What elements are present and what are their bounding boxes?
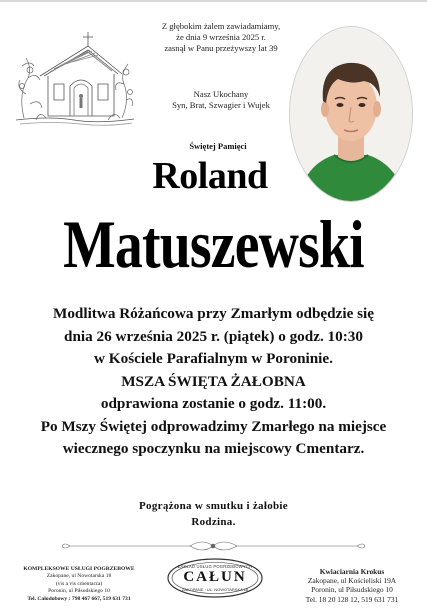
intro-text (146, 21, 296, 54)
mourning-signature (60, 498, 367, 530)
ornamental-divider (60, 539, 367, 553)
funeral-home-title: KOMPLEKSOWE USŁUGI POGRZEBOWE (23, 566, 135, 572)
intro-line: zasnął w Panu przeżywszy lat 39 (164, 43, 278, 53)
funeral-home-info (4, 566, 154, 603)
florist-phone: Tel. 18 20 128 12, 519 631 731 (305, 594, 399, 604)
intro-line: Z głębokim żalem zawiadamiamy, (161, 21, 281, 31)
intro-line: że dnia 9 września 2025 r. (176, 32, 266, 42)
florist-info (282, 567, 422, 604)
funeral-home-address: Poronin, ul Piłsudskiego 10 (48, 588, 110, 595)
florist-address: Zakopane, ul Kościeliski 19A (307, 576, 397, 586)
memory-label: Świętej Pamięci (189, 141, 247, 151)
ceremony-line: Modlitwa Różańcowa przy Zmarłym odbędzie się (52, 305, 374, 322)
ceremony-line: odprawiona zostanie o godz. 11:00. (100, 395, 327, 412)
florist-address: Poronin, ul Piłsudskiego 10 (311, 585, 393, 595)
deceased-first-name: Roland (152, 155, 268, 197)
relation-line: Nasz Ukochany (193, 89, 249, 99)
calun-logo-top-text: ZAKŁAD USŁUG POGRZEBOWYCH (177, 564, 253, 569)
calun-logo-name: CAŁUN (183, 569, 247, 585)
chapel-illustration (10, 24, 138, 134)
relation-text (146, 89, 296, 111)
ceremony-line: dnia 26 września 2025 r. (piątek) o godz. 10:30 (64, 327, 363, 345)
calun-logo-bottom-text: ZAKOPANE · UL. NOWOTARSKA 18 (181, 587, 249, 592)
ceremony-line: wiecznego spoczynku na miejscowy Cmentarz. (62, 440, 365, 457)
mourning-line: Pogrążona w smutku i żałobie (139, 500, 288, 512)
ceremony-line: MSZA ŚWIĘTA ŻAŁOBNA (121, 372, 306, 390)
ceremony-line: Po Mszy Świętej odprowadzimy Zmarłego na miejsce (40, 417, 387, 435)
relation-line: Syn, Brat, Szwagier i Wujek (172, 100, 270, 110)
ceremony-line: w Kościele Parafialnym w Poroninie. (94, 350, 333, 367)
mourning-family: Rodzina. (191, 516, 236, 528)
calun-logo (166, 557, 264, 599)
funeral-home-phone: Tel. Całodobowy : 798 467 667, 519 631 731 (27, 595, 131, 602)
funeral-home-address: Zakopane, ul Nowotarska 18 (46, 573, 112, 580)
ceremony-details (6, 303, 421, 461)
florist-title: Kwiaciarnia Krokus (319, 567, 385, 576)
deceased-surname: Matuszewski (63, 206, 364, 282)
funeral-home-address: (vis a vis cmentarza) (55, 580, 103, 587)
